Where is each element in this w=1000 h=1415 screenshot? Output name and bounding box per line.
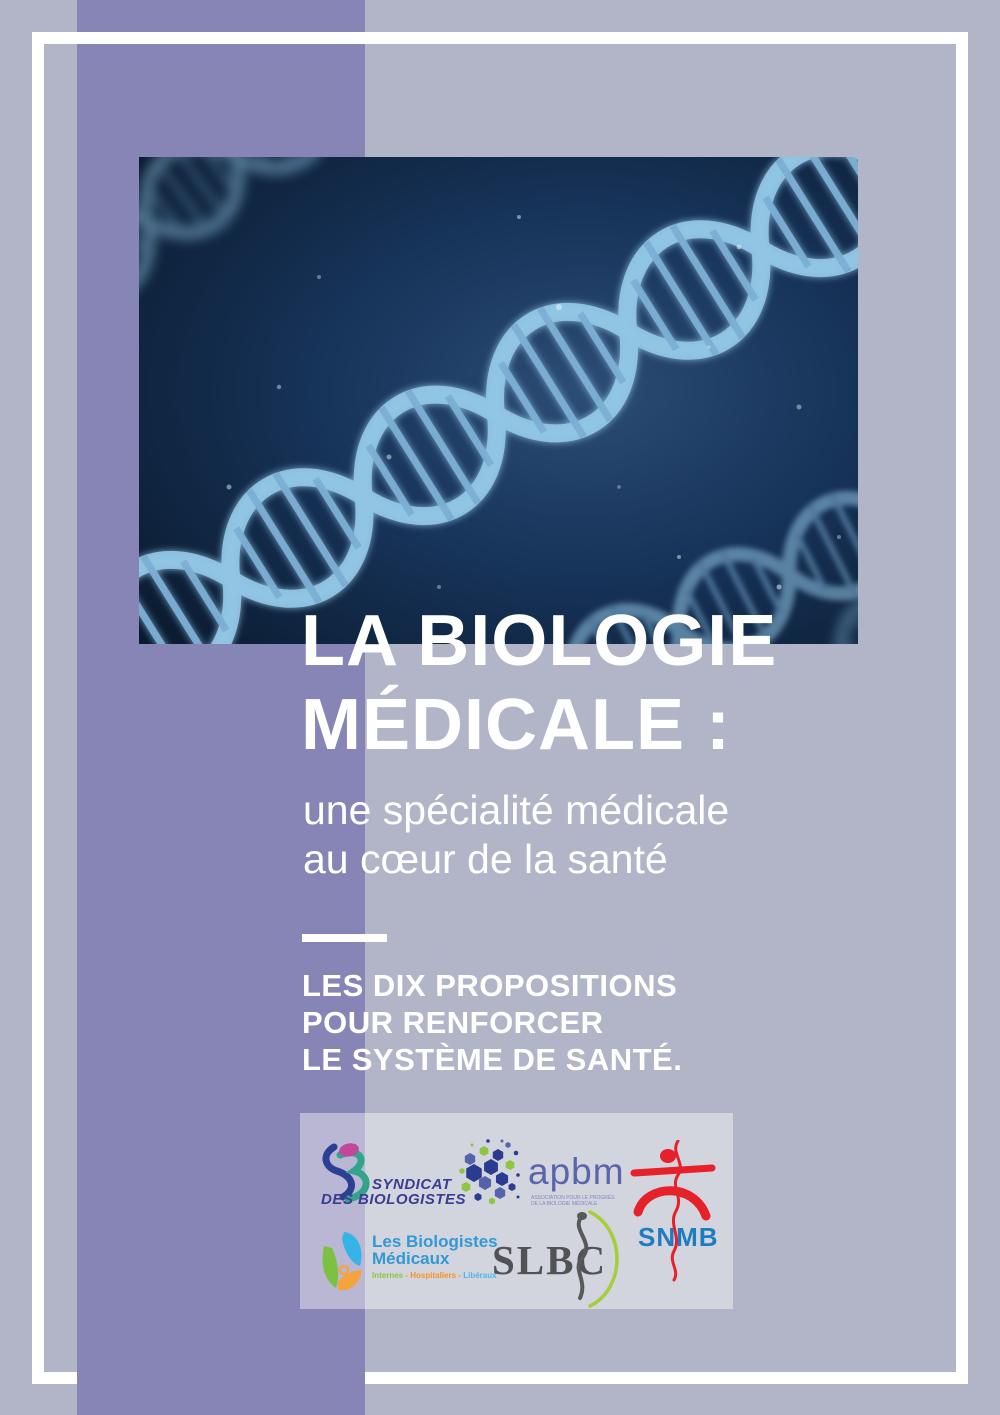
lbm-swirl-icon: [318, 1230, 366, 1294]
apbm-hexagon-cluster-icon: [458, 1137, 522, 1207]
apbm-wordmark: apbm: [528, 1151, 625, 1192]
propositions-heading: [302, 967, 682, 1078]
logo-slbc: [490, 1210, 650, 1310]
partner-logos-panel: [300, 1113, 733, 1309]
lbm-tagline-sep2: -: [458, 1271, 461, 1280]
subtitle: [303, 786, 729, 884]
slbc-caduceus-icon: [552, 1210, 632, 1310]
apbm-tagline: [531, 1195, 615, 1207]
slbc-wordmark: SLBC: [492, 1237, 608, 1283]
title-line1: LA BIOLOGIE: [301, 601, 778, 681]
left-accent-band-bottom-overlap: [77, 1360, 365, 1415]
lbm-tagline: [372, 1271, 497, 1280]
lbm-tagline-sep1: -: [405, 1271, 409, 1280]
subtitle-line2: au cœur de la santé: [303, 836, 668, 882]
logo-syndicat-des-biologistes: [318, 1139, 468, 1211]
syndicat-label-line1: SYNDICAT: [372, 1176, 452, 1193]
lbm-name-line1: Les Biologistes: [372, 1232, 498, 1251]
lbm-name-line2: Médicaux: [372, 1249, 450, 1268]
divider-dash: [302, 934, 387, 942]
lbm-name: [372, 1233, 498, 1267]
subtitle-line1: une spécialité médicale: [303, 787, 730, 833]
propositions-line2: POUR RENFORCER: [302, 1005, 604, 1040]
lbm-tagline-internes: Internes: [372, 1271, 404, 1280]
lbm-tagline-liberaux: Libéraux: [463, 1271, 497, 1280]
apbm-tagline-line2: DE LA BIOLOGIE MÉDICALE: [531, 1201, 598, 1207]
snmb-wordmark: SNMB: [638, 1222, 719, 1252]
syndicat-label-line2: DES BIOLOGISTES: [321, 1191, 467, 1208]
logo-apbm: [458, 1137, 623, 1215]
propositions-line3: LE SYSTÈME DE SANTÉ.: [302, 1042, 683, 1077]
apbm-tagline-line1: ASSOCIATION POUR LE PROGRÈS: [531, 1195, 615, 1201]
dna-hero-image: [139, 157, 858, 644]
page-title: [301, 599, 777, 767]
lbm-tagline-hospitaliers: Hospitaliers: [410, 1271, 457, 1280]
title-line2: MÉDICALE :: [301, 685, 731, 765]
propositions-line1: LES DIX PROPOSITIONS: [302, 968, 678, 1003]
